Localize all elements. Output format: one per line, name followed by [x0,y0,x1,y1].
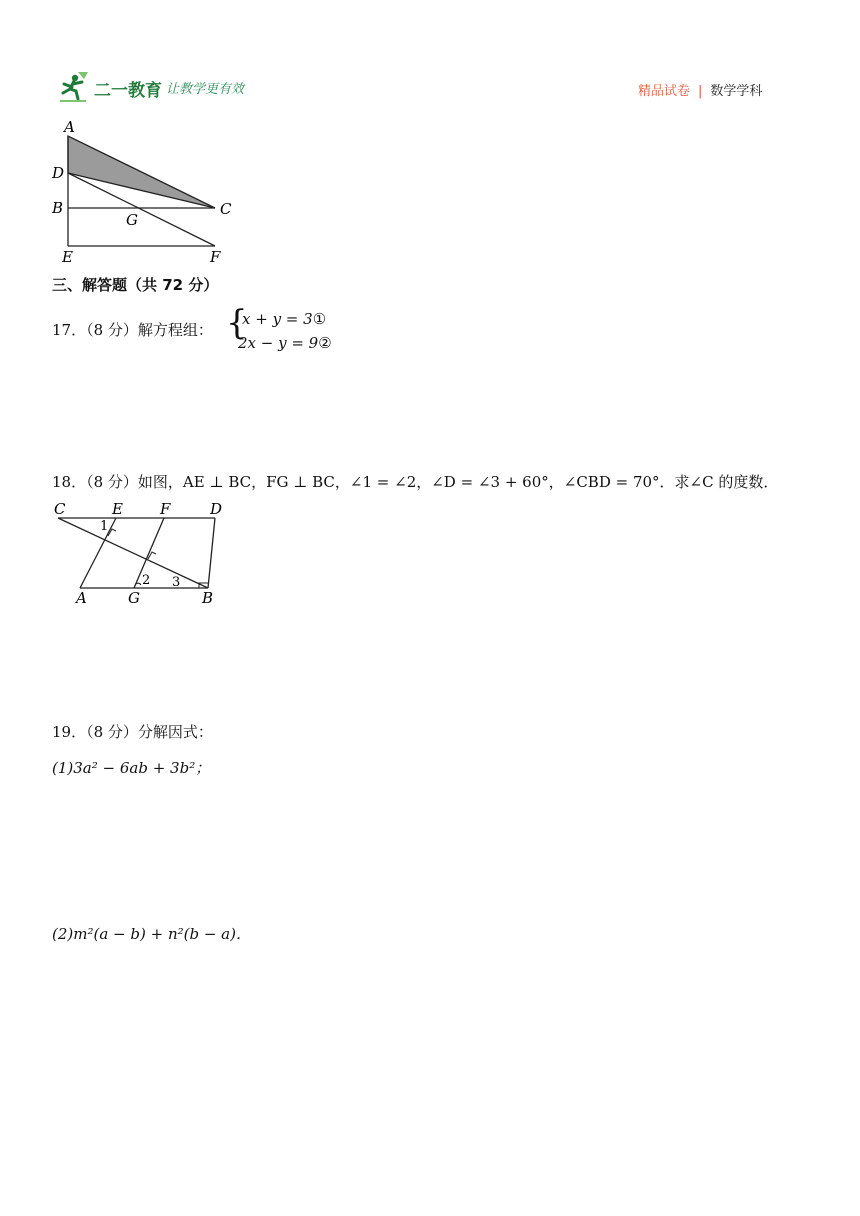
q18-text: 18．（8 分）如图，AE ⊥ BC，FG ⊥ BC，∠1 = ∠2，∠D = ∠3 + 60°，∠CBD = 70°．求∠C 的度数． [52,473,779,491]
label-F: F [160,500,171,518]
label-C: C [54,500,66,518]
label-C: C [220,200,232,218]
header-subject-label: 数学学科 [710,84,763,99]
line-DB [208,518,215,588]
header-subject [638,80,762,99]
q19-part-1: (1)3a² − 6ab + 3b²； [52,759,211,777]
system-brace: { [226,303,248,343]
label-E: E [112,500,123,518]
label-D: D [210,500,223,518]
line-EA [80,518,116,588]
figure-triangles [50,118,240,266]
runner-logo-icon [58,70,94,104]
label-A: A [64,118,75,136]
q17-equation-1 [242,309,326,329]
label-B: B [52,199,64,217]
eq1-text: x + y = 3 [242,310,313,328]
header-separator: | [698,84,703,99]
q17-prefix: 17．（8 分）解方程组： [52,321,213,339]
label-E: E [62,248,73,266]
figure-parallel-lines [50,500,230,610]
section-title: 三、解答题（共 72 分） [52,276,219,294]
eq2-text: 2x − y = 9 [238,334,319,352]
angle-mark-2 [136,583,141,585]
label-D: D [52,164,65,182]
eq2-mark: ② [318,334,332,352]
brand-slogan: 让教学更有效 [166,82,245,97]
q19-text: 19．（8 分）分解因式： [52,723,213,741]
brand-name: 二一教育 [94,81,162,101]
label-F: F [210,248,221,266]
angle-label-1: 1 [100,519,109,534]
q19-part-2: (2)m²(a − b) + n²(b − a)． [52,925,251,943]
eq1-mark: ① [312,310,327,328]
header-paper-type: 精品试卷 [638,84,691,99]
label-G: G [126,211,138,229]
label-A: A [76,589,87,607]
label-B: B [202,589,214,607]
angle-label-2: 2 [142,573,151,588]
shaded-triangle [68,136,215,208]
q17-equation-2 [238,333,332,353]
line-CB [58,518,208,588]
angle-label-3: 3 [172,575,181,590]
brand-logo [58,70,268,106]
label-G: G [128,589,140,607]
